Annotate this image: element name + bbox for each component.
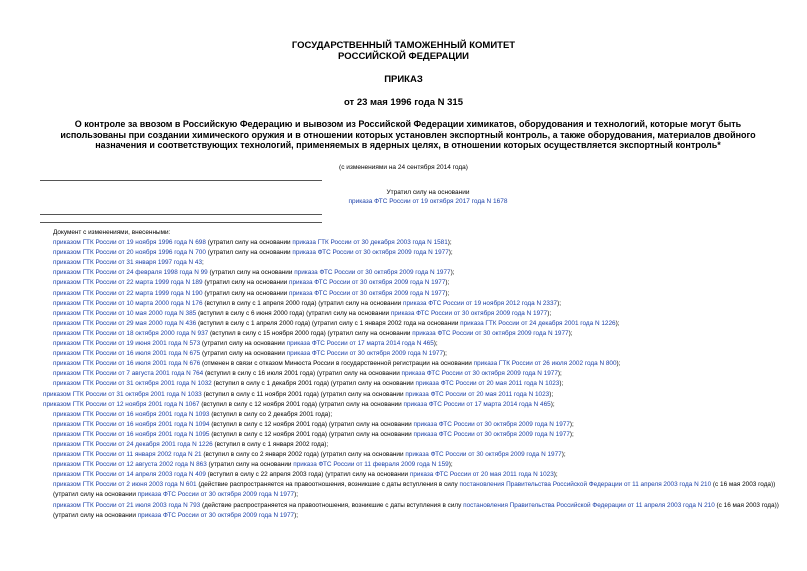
amendment-text: ); — [557, 299, 561, 307]
changes-note: (с изменениями на 24 сентября 2014 года) — [339, 164, 468, 171]
list-item — [40, 278, 780, 288]
list-item — [40, 400, 780, 410]
amendment-link[interactable]: приказом ГТК России от 10 мая 2000 года N 385 — [53, 309, 197, 317]
amendment-link[interactable]: приказом ГТК России от 31 октября 2001 года N 1033 — [43, 390, 202, 398]
amendment-text: (вступил в силу с 16 июля 2001 года) (утратил силу на основании — [203, 370, 402, 378]
amendment-link[interactable]: приказом ГТК России от 16 июля 2001 года N 676 — [53, 360, 201, 368]
amendment-text: (действие распространяется на правоотношения, возникшие с даты вступления в силу — [196, 481, 460, 489]
amendment-text: (вступил в силу с 1 января 2002 года); — [212, 440, 329, 448]
amendment-link[interactable]: приказа ФТС России от 30 октября 2009 года N 1977 — [413, 420, 570, 428]
amendment-text: (с 16 мая 2003 года)) (утратил силу на основании — [53, 481, 776, 499]
list-item — [40, 501, 780, 521]
amendment-text: (с 16 мая 2003 года)) (утратил силу на основании — [53, 501, 779, 519]
amendment-text: ); — [448, 461, 453, 469]
amendment-link[interactable]: приказом ГТК России от 16 ноября 2001 года N 1093 — [53, 410, 210, 418]
amendment-text: ); — [450, 269, 455, 277]
amendment-link[interactable]: постановления Правительства Российской Федерации от 11 апреля 2003 года N 210 — [459, 481, 712, 489]
list-item — [40, 309, 780, 319]
amendment-link[interactable]: приказом ГТК России от 29 мая 2000 года N 436 — [53, 319, 197, 327]
amendment-text: ); — [443, 350, 447, 358]
divider-line — [40, 180, 322, 181]
list-item — [40, 430, 780, 440]
amendment-link[interactable]: приказа ФТС России от 17 марта 2014 года N 465 — [403, 400, 551, 408]
amendment-text: (утратил силу на основании — [202, 289, 290, 297]
document-type: ПРИКАЗ — [384, 74, 423, 85]
amendment-link[interactable]: приказом ГТК России от 14 апреля 2003 года N 409 — [53, 471, 206, 479]
amendment-text: ); — [433, 340, 438, 348]
list-item — [40, 460, 780, 470]
document-title: О контроле за ввозом в Российскую Федерацию и вывозом из Российской Федерации химикатов, оборудования и технологий, которые могут быть использованы при создании химического оружия и в отношении которых установлен экспортный контроль, а также оборудования, материалов двойного назначения и соответствующих технологий, применяемых в ядерных целях, в отношении которых осуществляется экспортный контроль* — [60, 119, 756, 151]
list-item — [40, 470, 780, 480]
list-item — [40, 319, 780, 329]
amendment-link[interactable]: приказом ГТК России от 16 ноября 2001 года N 1095 — [53, 430, 210, 438]
issuing-authority — [0, 40, 807, 62]
amendment-link[interactable]: приказом ГТК России от 24 декабря 2001 года N 1226 — [53, 440, 213, 448]
amendment-text: ); — [616, 360, 621, 368]
list-item — [40, 329, 780, 339]
lost-force-note — [318, 188, 538, 206]
amendment-link[interactable]: приказа ГТК России от 26 июля 2002 года N 800 — [473, 360, 617, 368]
list-item — [40, 359, 780, 369]
document-date-number: от 23 мая 1996 года N 315 — [343, 97, 464, 108]
amendment-text: ); — [448, 249, 453, 257]
amendment-link[interactable]: приказом ГТК России от 19 июня 2001 года N 573 — [53, 340, 201, 348]
amendments-list — [40, 228, 780, 521]
divider-line — [40, 222, 322, 223]
amendment-link[interactable]: приказа ФТС России от 30 октября 2009 года N 1977 — [412, 329, 569, 337]
amendments-heading: Документ с изменениями, внесенными: — [53, 229, 171, 236]
lost-force-link[interactable]: приказа ФТС России от 19 октября 2017 года N 1678 — [348, 198, 508, 205]
amendment-link[interactable]: приказа ФТС России от 30 октября 2009 года N 1977 — [294, 269, 451, 277]
amendment-text: (вступил в силу с 1 декабря 2001 года) (утратил силу на основании — [211, 380, 416, 388]
amendment-link[interactable]: приказом ГТК России от 20 ноября 1996 года N 700 — [53, 249, 206, 257]
amendment-text: (вступил в силу с 22 апреля 2003 года) (утратил силу на основании — [205, 471, 410, 479]
lost-force-text: Утратил силу на основании — [386, 189, 470, 196]
amendment-link[interactable]: приказа ФТС России от 20 мая 2011 года N 1023 — [415, 380, 560, 388]
amendment-text: ); — [615, 319, 620, 327]
list-item — [40, 258, 780, 268]
amendment-link[interactable]: приказом ГТК России от 24 февраля 1998 года N 99 — [53, 269, 208, 277]
amendment-link[interactable]: приказом ГТК России от 16 июля 2001 года N 675 — [53, 350, 201, 358]
amendment-link[interactable]: приказом ГТК России от 19 ноября 1996 года N 698 — [53, 239, 206, 247]
amendment-link[interactable]: приказа ФТС России от 11 февраля 2009 года N 159 — [293, 461, 449, 469]
amendment-link[interactable]: приказом ГТК России от 31 января 1997 года N 43 — [53, 259, 203, 267]
amendment-text: (вступил в силу с 12 ноября 2001 года) (утратил силу на основании — [199, 400, 404, 408]
amendment-text: (вступил в силу с 15 ноября 2000 года) (утратил силу на основании — [208, 329, 413, 337]
amendment-link[interactable]: приказом ГТК России от 18 октября 2000 года N 937 — [53, 329, 209, 337]
amendment-text: ); — [569, 420, 574, 428]
amendment-text: ); — [550, 400, 555, 408]
amendment-link[interactable]: приказа ФТС России от 30 октября 2009 года N 1977 — [286, 350, 444, 358]
amendment-text: ); — [568, 329, 573, 337]
amendment-link[interactable]: приказом ГТК России от 12 ноября 2001 года N 1067 — [43, 400, 200, 408]
amendment-text: (вступил в силу с 12 ноября 2001 года) (утратил силу на основании — [209, 430, 414, 438]
amendment-link[interactable]: приказа ФТС России от 20 мая 2011 года N 1023 — [405, 390, 550, 398]
amendment-text: (утратил силу на основании — [202, 279, 290, 287]
list-item — [40, 299, 780, 309]
amendment-text: ); — [561, 451, 566, 459]
amendment-text: (вступил в силу с 1 апреля 2000 года) (утратил силу с 1 января 2002 года на основании — [196, 319, 461, 327]
amendment-text: (вступил в силу с 12 ноября 2001 года) (утратил силу на основании — [209, 420, 414, 428]
amendment-link[interactable]: приказа ФТС России от 30 октября 2009 года N 1977 — [390, 309, 548, 317]
amendment-link[interactable]: приказом ГТК России от 2 июня 2003 года N 601 — [53, 481, 197, 489]
amendment-link[interactable]: постановления Правительства Российской Федерации от 11 апреля 2003 года N 210 — [463, 501, 715, 509]
amendment-link[interactable]: приказом ГТК России от 7 августа 2001 года N 764 — [53, 370, 204, 378]
list-item — [40, 390, 780, 400]
list-item — [40, 480, 780, 500]
amendment-text: ); — [294, 511, 298, 519]
amendment-text: ); — [569, 430, 574, 438]
amendment-link[interactable]: приказом ГТК России от 31 октября 2001 года N 1032 — [53, 380, 212, 388]
list-item — [40, 450, 780, 460]
amendment-text: (утратил силу на основании — [206, 461, 294, 469]
amendment-link[interactable]: приказа ФТС России от 30 октября 2009 года N 1977 — [413, 430, 570, 438]
amendment-text: (утратил силу на основании — [200, 350, 287, 358]
amendment-link[interactable]: приказа ФТС России от 30 октября 2009 года N 1977 — [137, 491, 295, 499]
amendment-text: (утратил силу на основании — [207, 269, 295, 277]
amendment-text: (утратил силу на основании — [205, 239, 293, 247]
divider-line — [40, 214, 322, 215]
amendment-text: (вступил в силу с 11 ноября 2001 года) (утратил силу на основании — [201, 390, 406, 398]
amendment-text: (вступил в силу со 2 января 2002 года) (утратил силу на основании — [201, 451, 406, 459]
amendment-link[interactable]: приказа ФТС России от 30 октября 2009 года N 1977 — [292, 249, 449, 257]
amendment-link[interactable]: приказа ФТС России от 30 октября 2009 года N 1977 — [289, 279, 446, 287]
amendment-text: (вступил в силу с 1 апреля 2000 года) (утратил силу на основании — [202, 299, 403, 307]
list-item — [40, 289, 780, 299]
amendment-link[interactable]: приказа ФТС России от 20 мая 2011 года N 1023 — [409, 471, 554, 479]
amendment-link[interactable]: приказа ФТС России от 30 октября 2009 года N 1977 — [401, 370, 558, 378]
list-item — [40, 339, 780, 349]
amendment-link[interactable]: приказа ФТС России от 17 марта 2014 года N 465 — [286, 340, 434, 348]
amendment-link[interactable]: приказа ФТС России от 19 ноября 2012 года N 2337 — [403, 299, 558, 307]
list-item — [40, 379, 780, 389]
list-item — [40, 410, 780, 420]
amendment-link[interactable]: приказом ГТК России от 12 августа 2002 года N 863 — [53, 461, 207, 469]
list-item — [40, 238, 780, 248]
amendment-link[interactable]: приказом ГТК России от 16 ноября 2001 года N 1094 — [53, 420, 210, 428]
amendment-text: (отменен в связи с отказом Минюста России в государственной регистрации на основании — [200, 360, 474, 368]
amendment-link[interactable]: приказом ГТК России от 22 марта 1999 года N 190 — [53, 289, 203, 297]
authority-line-2: РОССИЙСКОЙ ФЕДЕРАЦИИ — [337, 51, 469, 62]
amendment-link[interactable]: приказом ГТК России от 21 июля 2003 года N 793 — [53, 501, 201, 509]
amendment-text: ); — [547, 309, 552, 317]
amendment-text: ); — [559, 380, 564, 388]
amendment-text: (вступил в силу со 2 декабря 2001 года); — [209, 410, 333, 418]
list-item — [40, 268, 780, 278]
list-item — [40, 440, 780, 450]
amendment-text: (действие распространяется на правоотношения, возникшие с даты вступления в силу — [200, 501, 464, 509]
amendment-text: ); — [447, 239, 452, 247]
list-item — [40, 369, 780, 379]
list-item — [40, 420, 780, 430]
list-item — [40, 248, 780, 258]
list-item — [40, 349, 780, 359]
amendment-link[interactable]: приказа ФТС России от 30 октября 2009 года N 1977 — [289, 289, 446, 297]
amendment-link[interactable]: приказа ГТК России от 24 декабря 2001 года N 1226 — [460, 319, 616, 327]
amendment-text: ); — [294, 491, 298, 499]
amendment-text: ); — [557, 370, 562, 378]
amendment-text: ); — [553, 471, 558, 479]
amendment-text: (вступил в силу с 6 июня 2000 года) (утратил силу на основании — [196, 309, 391, 317]
amendment-link[interactable]: приказом ГТК России от 22 марта 1999 года N 189 — [53, 279, 203, 287]
amendment-text: ); — [445, 279, 450, 287]
amendment-text: (утратил силу на основании — [200, 340, 287, 348]
amendment-text: ); — [549, 390, 554, 398]
amendment-text: ; — [202, 259, 204, 267]
authority-line-1: ГОСУДАРСТВЕННЫЙ ТАМОЖЕННЫЙ КОМИТЕТ — [291, 40, 516, 51]
amendment-link[interactable]: приказа ФТС России от 30 октября 2009 года N 1977 — [405, 451, 562, 459]
amendment-link[interactable]: приказом ГТК России от 11 января 2002 года N 21 — [53, 451, 202, 459]
amendment-text: (утратил силу на основании — [205, 249, 293, 257]
amendment-link[interactable]: приказом ГТК России от 10 марта 2000 года N 176 — [53, 299, 203, 307]
amendment-link[interactable]: приказа ФТС России от 30 октября 2009 года N 1977 — [137, 511, 295, 519]
amendment-text: ); — [445, 289, 450, 297]
amendment-link[interactable]: приказа ГТК России от 30 декабря 2003 года N 1581 — [292, 239, 448, 247]
